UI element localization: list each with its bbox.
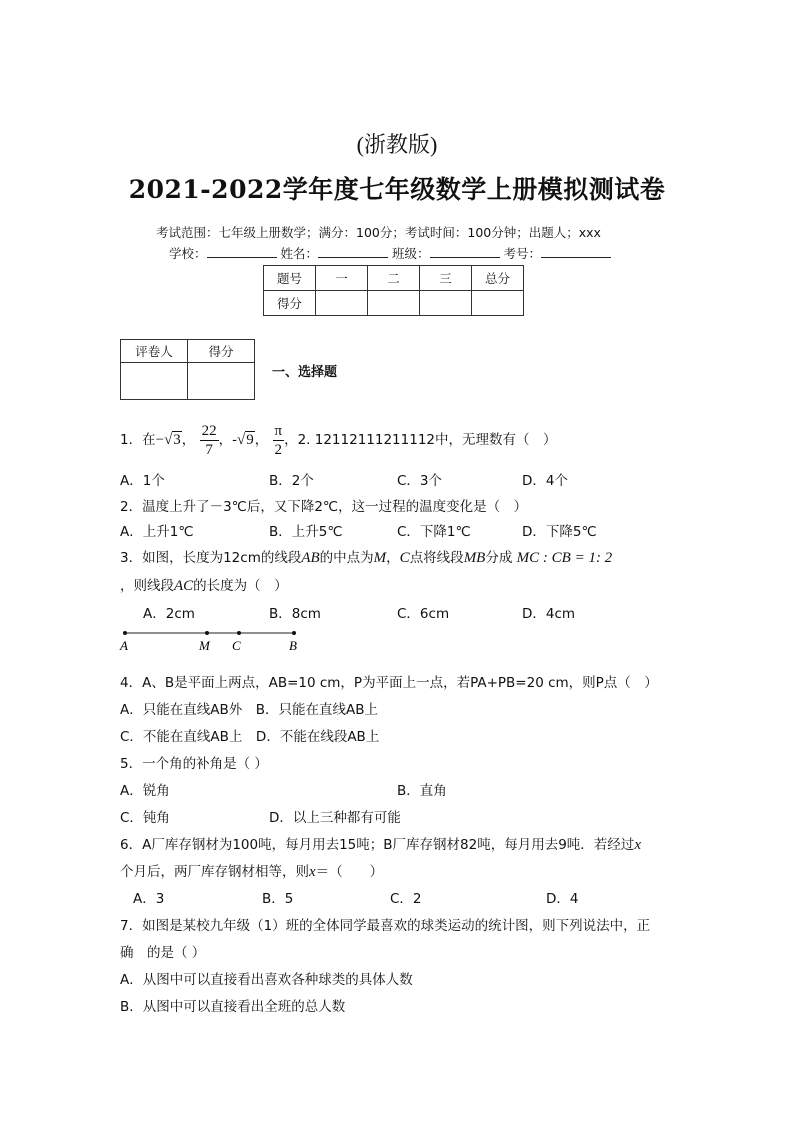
- q3-segment-figure: [115, 624, 315, 654]
- q1-radicand-2: 9: [246, 432, 254, 448]
- score-header-cell: 一: [316, 266, 368, 291]
- q1-option-c[interactable]: C．3个: [397, 473, 443, 489]
- q6-option-c[interactable]: C．2: [390, 891, 422, 907]
- q1-option-d[interactable]: D．4个: [522, 473, 568, 489]
- point-c: [237, 631, 241, 635]
- score-cell[interactable]: [420, 291, 472, 316]
- q3-text: 3．如图，长度为12cm的线段: [120, 550, 302, 566]
- q1-sep: ，: [254, 432, 269, 448]
- q1-sep: ，-: [218, 432, 237, 448]
- score-header-cell: 三: [420, 266, 472, 291]
- q1-suffix: ，2. 12112111211112中，无理数有（ ）: [284, 432, 557, 448]
- q4-options-row-2[interactable]: C．不能在直线AB上 D．不能在线段AB上: [120, 729, 380, 745]
- score-cell[interactable]: [368, 291, 420, 316]
- q1-sep: ，: [181, 432, 196, 448]
- q3-var-m: M: [373, 550, 387, 566]
- q6-var-x: x: [634, 837, 641, 853]
- q6-var-x: x: [309, 864, 316, 880]
- q3-option-b[interactable]: B．8cm: [269, 606, 321, 622]
- q3-text: ，则线段: [120, 578, 174, 594]
- q2-option-b[interactable]: B．上升5℃: [269, 524, 343, 540]
- label-b: B: [289, 638, 297, 653]
- exam-info: 考试范围：七年级上册数学；满分：100分；考试时间：100分钟；出题人；xxx: [156, 225, 601, 240]
- q3-var-c: C: [399, 550, 410, 566]
- q1-option-a[interactable]: A．1个: [120, 473, 165, 489]
- class-label: 班级：: [392, 246, 430, 261]
- score-cell[interactable]: [472, 291, 524, 316]
- label-c: C: [232, 638, 241, 653]
- q1-pi-den: 2: [274, 441, 283, 458]
- q3-text: 点将线段: [409, 550, 464, 566]
- q5-option-b[interactable]: B．直角: [397, 783, 447, 799]
- question-5: 5．一个角的补角是（ ）: [120, 756, 268, 772]
- number-field[interactable]: [541, 245, 611, 258]
- grader-table: [120, 339, 255, 400]
- question-2: 2．温度上升了－3℃后，又下降2℃，这一过程的温度变化是（ ）: [120, 499, 528, 515]
- question-3-line-2: [120, 574, 288, 595]
- number-label: 考号：: [503, 246, 542, 261]
- q3-text: ，: [386, 550, 400, 566]
- q1-frac-den: 7: [205, 441, 213, 458]
- score-header-cell: 总分: [472, 266, 524, 291]
- q1-sqrt9: √9: [236, 432, 254, 448]
- q1-radicand-1: 3: [173, 432, 181, 448]
- grader-score-cell[interactable]: [188, 363, 255, 400]
- q3-text: 分成: [485, 550, 513, 566]
- score-table-row: [264, 291, 524, 316]
- school-field[interactable]: [207, 245, 277, 258]
- q2-option-d[interactable]: D．下降5℃: [522, 524, 597, 540]
- score-cell[interactable]: [316, 291, 368, 316]
- point-b: [292, 631, 296, 635]
- grader-header-row: [121, 340, 255, 363]
- name-field[interactable]: [318, 245, 388, 258]
- q3-var-ac: AC: [174, 578, 194, 594]
- q7-option-b[interactable]: B．从图中可以直接看出全班的总人数: [120, 999, 346, 1015]
- q1-fraction-pi-2: [273, 422, 285, 459]
- q3-option-c[interactable]: C．6cm: [397, 606, 450, 622]
- question-1: [120, 420, 557, 460]
- q3-text: 的长度为（ ）: [193, 578, 288, 594]
- section-title: 一、选择题: [272, 365, 338, 380]
- q3-option-a[interactable]: A．2cm: [143, 606, 195, 622]
- question-7-line-2: 确 的是（ ）: [120, 945, 206, 961]
- q6-option-b[interactable]: B．5: [262, 891, 294, 907]
- q6-text: ＝（ ）: [315, 864, 384, 880]
- q1-neg-sqrt3: −√3: [155, 432, 181, 448]
- q3-var-ab: AB: [301, 550, 320, 566]
- q1-pi-num: π: [274, 422, 283, 439]
- label-a: A: [120, 638, 128, 653]
- edition-label: (浙教版): [356, 132, 438, 157]
- name-label: 姓名：: [280, 246, 319, 261]
- q5-option-a[interactable]: A．锐角: [120, 783, 170, 799]
- q6-option-d[interactable]: D．4: [546, 891, 579, 907]
- point-m: [205, 631, 209, 635]
- q3-text: 的中点为: [319, 550, 374, 566]
- q7-option-a[interactable]: A．从图中可以直接看出喜欢各种球类的具体人数: [120, 972, 413, 988]
- q1-frac-num: 22: [201, 422, 217, 439]
- score-row-label: 得分: [264, 291, 316, 316]
- q2-option-a[interactable]: A．上升1℃: [120, 524, 194, 540]
- q1-minus-sign: −: [155, 432, 165, 448]
- question-3-line-1: [120, 546, 612, 567]
- class-field[interactable]: [430, 245, 500, 258]
- question-6-line-1: [120, 833, 641, 854]
- point-a: [123, 631, 127, 635]
- q3-var-mb: MB: [463, 550, 486, 566]
- grader-row: [121, 363, 255, 400]
- q6-text: 个月后，两厂库存钢材相等，则: [120, 864, 309, 880]
- q1-fraction-22-7: [200, 422, 219, 459]
- q6-option-a[interactable]: A．3: [133, 891, 165, 907]
- q5-option-c[interactable]: C．钝角: [120, 810, 170, 826]
- q3-option-d[interactable]: D．4cm: [522, 606, 576, 622]
- grader-label: 评卷人: [121, 340, 188, 363]
- question-7-line-1: 7．如图是某校九年级（1）班的全体同学最喜欢的球类运动的统计图，则下列说法中，正: [120, 918, 651, 934]
- school-label: 学校：: [169, 246, 207, 261]
- score-header-cell: 题号: [264, 266, 316, 291]
- q2-option-c[interactable]: C．下降1℃: [397, 524, 471, 540]
- label-m: M: [199, 638, 210, 653]
- score-table: [263, 265, 524, 316]
- q6-text: 6．A厂库存钢材为100吨，每月用去15吨；B厂库存钢材82吨，每月用去9吨．若经过: [120, 837, 635, 853]
- q4-options-row-1[interactable]: A．只能在直线AB外 B．只能在直线AB上: [120, 702, 378, 718]
- q1-prefix: 1．在: [120, 432, 156, 448]
- question-4: 4．A、B是平面上两点，AB=10 cm，P为平面上一点，若PA+PB=20 cm，则P点（ ）: [120, 675, 658, 691]
- q3-ratio: MC : CB = 1: 2: [516, 550, 613, 566]
- page-title: 2021-2022学年度七年级数学上册模拟测试卷: [128, 175, 666, 204]
- score-header-cell: 二: [368, 266, 420, 291]
- student-fields: [169, 244, 611, 262]
- q1-option-b[interactable]: B．2个: [269, 473, 314, 489]
- score-table-header-row: [264, 266, 524, 291]
- grader-score-label: 得分: [188, 340, 255, 363]
- question-6-line-2: [120, 860, 383, 881]
- grader-cell[interactable]: [121, 363, 188, 400]
- q5-option-d[interactable]: D．以上三种都有可能: [269, 810, 401, 826]
